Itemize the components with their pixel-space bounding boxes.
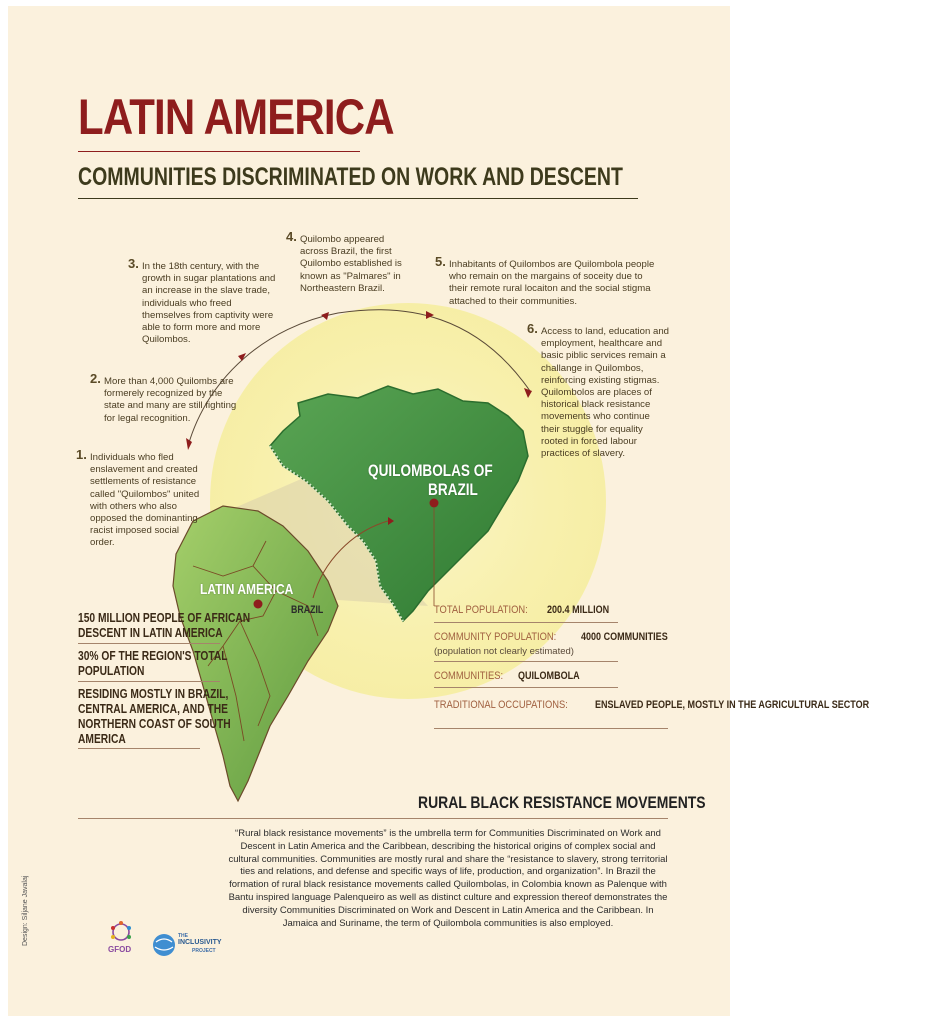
latin-america-map-label: LATIN AMERICA (200, 581, 294, 598)
stat-line: 150 MILLION PEOPLE OF AFRICAN (78, 611, 251, 625)
stat-divider (434, 622, 618, 623)
communities (434, 670, 594, 682)
step-number: 5. (435, 254, 446, 269)
stat-divider (78, 681, 220, 682)
timeline-step-2 (90, 371, 239, 425)
page-subtitle: COMMUNITIES DISCRIMINATED ON WORK AND DESCENT (78, 163, 623, 191)
section-divider (78, 818, 668, 819)
stat-divider (78, 748, 200, 749)
stat-line: POPULATION (78, 664, 145, 678)
timeline-step-4 (286, 229, 412, 295)
step-text: Quilombo appeared across Brazil, the first Quilombo established is known as "Palmares" in Northeastern Brazil. (300, 234, 402, 294)
latin-america-marker (254, 600, 263, 609)
inclusivity-project-logo-icon (150, 932, 178, 958)
stat-line: DESCENT IN LATIN AMERICA (78, 626, 223, 640)
arc-arrow-3 (321, 312, 329, 320)
timeline-step-6 (527, 321, 671, 460)
stat-residence (78, 687, 231, 747)
stat-line: RESIDING MOSTLY IN BRAZIL, (78, 687, 229, 701)
step-text: More than 4,000 Quilombs are formerely recognized by the state and many are still fighting for legal recognition. (104, 376, 237, 424)
stat-line: NORTHERN COAST OF SOUTH (78, 717, 231, 731)
brazil-callout-line2: BRAZIL (428, 480, 478, 499)
step-number: 4. (286, 229, 297, 244)
stat-divider (434, 728, 668, 729)
arc-arrow-1 (186, 438, 192, 450)
stat-line: 30% OF THE REGION'S TOTAL (78, 649, 228, 663)
stat-line: CENTRAL AMERICA, AND THE (78, 702, 228, 716)
step-number: 1. (76, 447, 87, 462)
stat-region-percent (78, 649, 228, 679)
total-population-label: TOTAL POPULATION: (434, 604, 528, 616)
step-number: 3. (128, 256, 139, 271)
section-body: “Rural black resistance movements” is the umbrella term for Communities Discriminated on Work and Descent in Latin America and the Caribbean, describing the historical origins of complex social and cultural communities. Communities are mostly rural and share the “resistance to slavery, strong territorial ties and relations, and defense and specific ways of life, production, and organization”. In Brazil the formation of rural black resistance movements called Quilombolas, in Colombia known as Palenque with Bantu inspired language Palenqueiro as well as distinct culture and expression thereof demonstrates the diversity Communities Discriminated on Work and Descent in Latin America and the Caribbean. In Jamaica and Suriname, the term of Quilombola communities is also employed. (228, 828, 668, 929)
inclusivity-logo-line1: THE (178, 933, 188, 939)
timeline-step-1 (76, 447, 200, 550)
stat-divider (434, 661, 618, 662)
stat-divider (434, 687, 618, 688)
step-text: Individuals who fled enslavement and created settlements of resistance called "Quilombos" united with others who also opposed the dominanting racist imposed social order. (90, 452, 200, 549)
communities-value: QUILOMBOLA (518, 670, 580, 682)
stat-divider (78, 643, 220, 644)
total-population-value: 200.4 MILLION (547, 604, 610, 616)
timeline-step-3 (128, 256, 282, 346)
brazil-small-label: BRAZIL (291, 604, 324, 616)
step-text: In the 18th century, with the growth in sugar plantations and an increase in the slave trade, individuals who freed themselves from captivity were able to form more and more Quilombos. (142, 261, 276, 346)
timeline-step-5 (435, 254, 657, 308)
poster (8, 6, 869, 1016)
community-population-note: (population not clearly estimated) (434, 646, 574, 657)
community-population-label: COMMUNITY POPULATION: (434, 631, 557, 643)
step-number: 6. (527, 321, 538, 336)
page-title: LATIN AMERICA (78, 89, 394, 145)
step-text: Inhabitants of Quilombos are Quilombola people who remain on the margains of soceity due to their remote rural locaiton and the social stigma attached to their communities. (449, 259, 655, 307)
gfod-logo-text: GFOD (108, 945, 132, 954)
stat-african-descent (78, 611, 250, 641)
community-population (434, 631, 687, 643)
step-number: 2. (90, 371, 101, 386)
occupations-value: ENSLAVED PEOPLE, MOSTLY IN THE AGRICULTURAL SECTOR (594, 699, 869, 711)
section-title: RURAL BLACK RESISTANCE MOVEMENTS (418, 793, 706, 812)
community-population-value: 4000 COMMUNITIES (580, 631, 668, 643)
step-text: Access to land, education and employment, healthcare and basic piblic services remain a challange in Quilombos, reinforcing existing stigmas. Quilombolos are places of historical black resistance movements who continue their stuggle for equality rooted in forced labour practices of slavery. (541, 326, 670, 460)
stat-line: AMERICA (78, 732, 126, 746)
total-population (434, 604, 623, 616)
design-credit: Design: Siljane Javalaj (22, 875, 29, 946)
inclusivity-logo-line2: INCLUSIVITY (178, 939, 222, 946)
occupations-label: TRADITIONAL OCCUPATIONS: (434, 699, 568, 711)
gfod-logo-icon (108, 920, 134, 944)
communities-label: COMMUNITIES: (434, 670, 504, 682)
traditional-occupations (434, 696, 929, 711)
brazil-callout-line1: QUILOMBOLAS OF (368, 461, 493, 480)
inclusivity-logo-line3: PROJECT (192, 948, 216, 954)
